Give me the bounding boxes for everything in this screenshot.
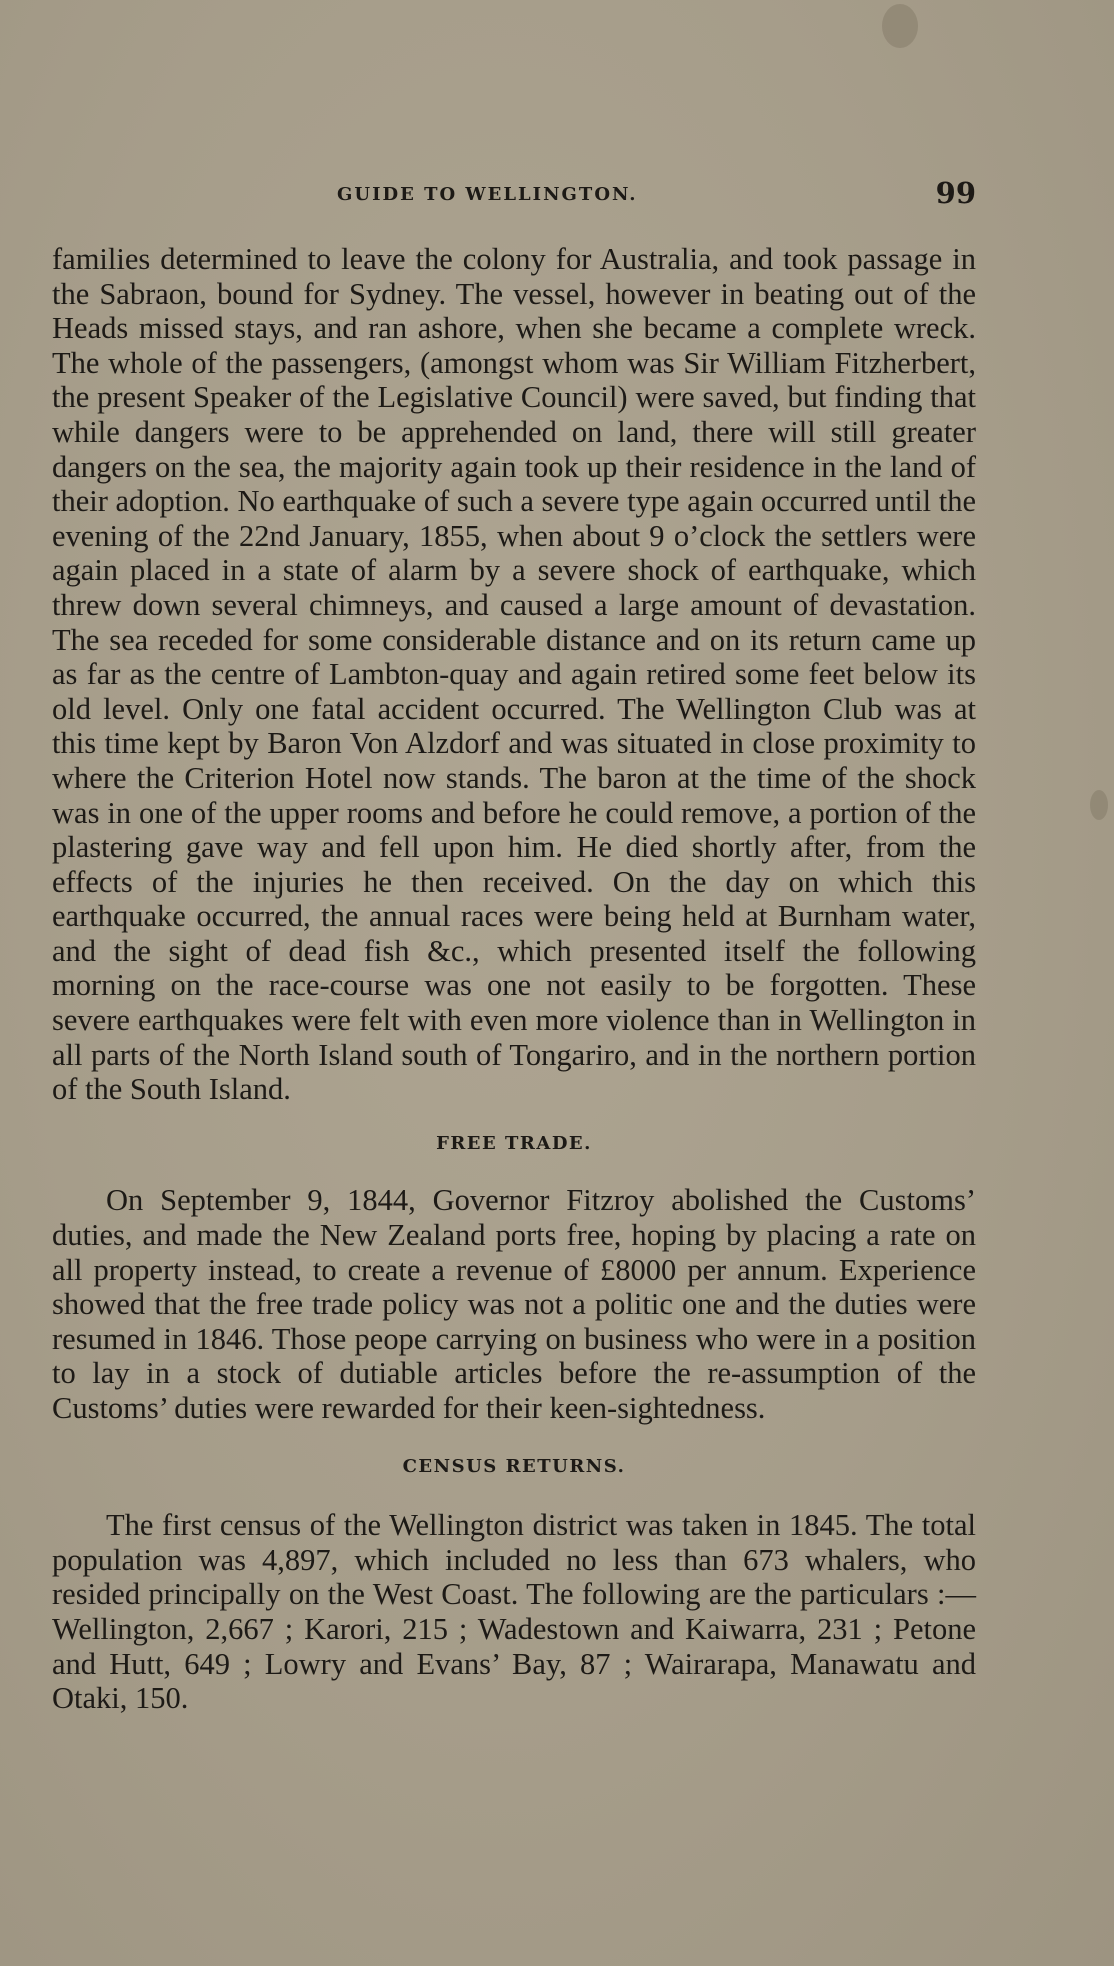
ink-smudge — [882, 4, 918, 48]
free-trade-heading: FREE TRADE. — [436, 1132, 592, 1154]
page-body — [52, 242, 976, 1716]
census-returns-heading: CENSUS RETURNS. — [402, 1455, 626, 1477]
page-number: 99 — [935, 176, 976, 210]
census-paragraph: The first census of the Wellington district was taken in 1845. The total population was 4,897, which included no less than 673 whalers, who resided principally on the West Coast. The following are the particulars :—Wellington, 2,667 ; Karori, 215 ; Wadestown and Kaiwarra, 231 ; Petone and Hutt, 649 ; Lowry and Evans’ Bay, 87 ; Wairarapa, Manawatu and Otaki, 150. — [52, 1508, 976, 1716]
page-header — [52, 176, 976, 216]
running-title: GUIDE TO WELLINGTON. — [337, 184, 638, 205]
free-trade-paragraph: On September 9, 1844, Governor Fitzroy abolished the Customs’ duties, and made the New Zealand ports free, hoping by placing a rate on all property instead, to create a revenue of £8000 per annum. Experience showed that the free trade policy was not a politic one and the duties were resumed in 1846. Those peope carrying on business who were in a position to lay in a stock of dutiable articles before the re-assumption of the Customs’ duties were rewarded for their keen-sightedness. — [52, 1183, 976, 1425]
ink-smudge — [1090, 790, 1108, 820]
earthquake-paragraph: families determined to leave the colony for Australia, and took passage in the Sabraon, bound for Sydney. The vessel, however in beating out of the Heads missed stays, and ran ashore, when she became a complete wreck. The whole of the passengers, (amongst whom was Sir William Fitzherbert, the present Speaker of the Legislative Council) were saved, but finding that while dangers were to be apprehended on land, there will still greater dangers on the sea, the majority again took up their residence in the land of their adoption. No earthquake of such a severe type again occurred until the evening of the 22nd January, 1855, when about 9 o’clock the settlers were again placed in a state of alarm by a severe shock of earthquake, which threw down several chimneys, and caused a large amount of devastation. The sea receded for some considerable distance and on its return came up as far as the centre of Lambton-quay and again retired some feet below its old level. Only one fatal accident occurred. The Wellington Club was at this time kept by Baron Von Alzdorf and was situated in close proximity to where the Criterion Hotel now stands. The baron at the time of the shock was in one of the upper rooms and before he could remove, a portion of the plastering gave way and fell upon him. He died shortly after, from the effects of the injuries he then received. On the day on which this earthquake occurred, the annual races were being held at Burnham water, and the sight of dead fish &c., which presented itself the following morning on the race-course was one not easily to be forgotten. These severe earthquakes were felt with even more violence than in Wellington in all parts of the North Island south of Tongariro, and in the northern portion of the South Island. — [52, 242, 976, 1107]
